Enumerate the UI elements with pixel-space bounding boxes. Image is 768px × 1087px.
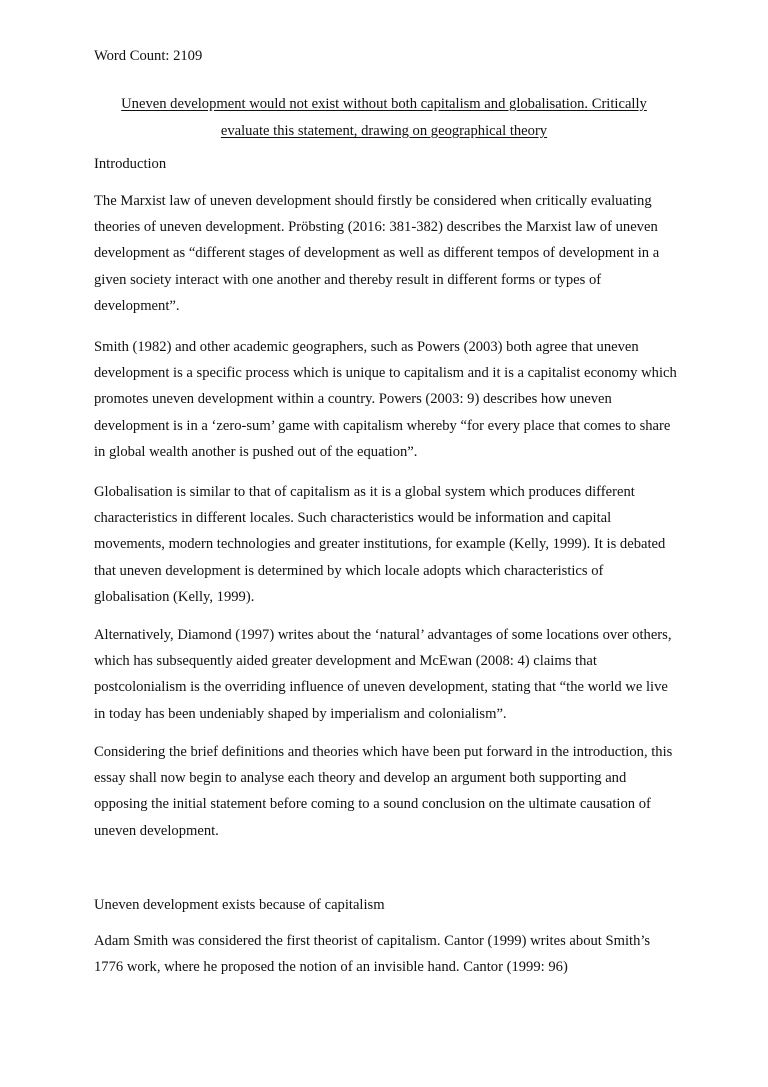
paragraph-marxist-law xyxy=(94,188,678,319)
paragraph-text: Smith (1982) and other academic geographers, such as Powers (2003) both agree that uneven development is a specific process which is unique to capitalism and it is a capitalist economy which promotes uneven development within a country. Powers (2003: 9) describes how uneven development is in a ‘zero-sum’ game with capitalism whereby “for every place that comes to share in global wealth another is pushed out of the equation”. xyxy=(94,339,677,460)
essay-title-line-2: evaluate this statement, drawing on geographical theory xyxy=(220,123,548,139)
paragraph-text: Alternatively, Diamond (1997) writes about the ‘natural’ advantages of some locations over others, which has subsequently aided greater development and McEwan (2008: 4) claims that postcolonialism is the overriding influence of uneven development, stating that “the world we live in today has been undeniably shaped by imperialism and colonialism”. xyxy=(94,627,672,722)
word-count: Word Count: 2109 xyxy=(94,48,203,64)
essay-title-line-1: Uneven development would not exist without both capitalism and globalisation. Critically xyxy=(121,96,647,112)
paragraph-text: The Marxist law of uneven development should firstly be considered when critically evaluating theories of uneven development. Pröbsting (2016: 381-382) describes the Marxist law of uneven development as “different stages of development as well as different tempos of development in a given society interact with one another and thereby result in different forms or types of development”. xyxy=(94,193,660,314)
paragraph-text: Adam Smith was considered the first theorist of capitalism. Cantor (1999) writes about Smith’s 1776 work, where he proposed the notion of an invisible hand. Cantor (1999: 96) xyxy=(94,933,651,976)
paragraph-diamond-mcewan xyxy=(94,622,678,727)
paragraph-smith-powers xyxy=(94,334,678,465)
section-heading-capitalism: Uneven development exists because of capitalism xyxy=(94,897,385,913)
paragraph-globalisation xyxy=(94,479,678,610)
paragraph-text: Globalisation is similar to that of capitalism as it is a global system which produces different characteristics in different locales. Such characteristics would be information and capital movements, modern technologies and greater institutions, for example (Kelly, 1999). It is debated that uneven development is determined by which locale adopts which characteristics of globalisation (Kelly, 1999). xyxy=(94,484,666,605)
paragraph-text: Considering the brief definitions and theories which have been put forward in the introduction, this essay shall now begin to analyse each theory and develop an argument both supporting and opposing the initial statement before coming to a sound conclusion on the ultimate causation of uneven development. xyxy=(94,744,673,839)
section-heading-introduction: Introduction xyxy=(94,156,167,172)
paragraph-adam-smith xyxy=(94,928,678,980)
paragraph-introduction-summary xyxy=(94,739,678,844)
